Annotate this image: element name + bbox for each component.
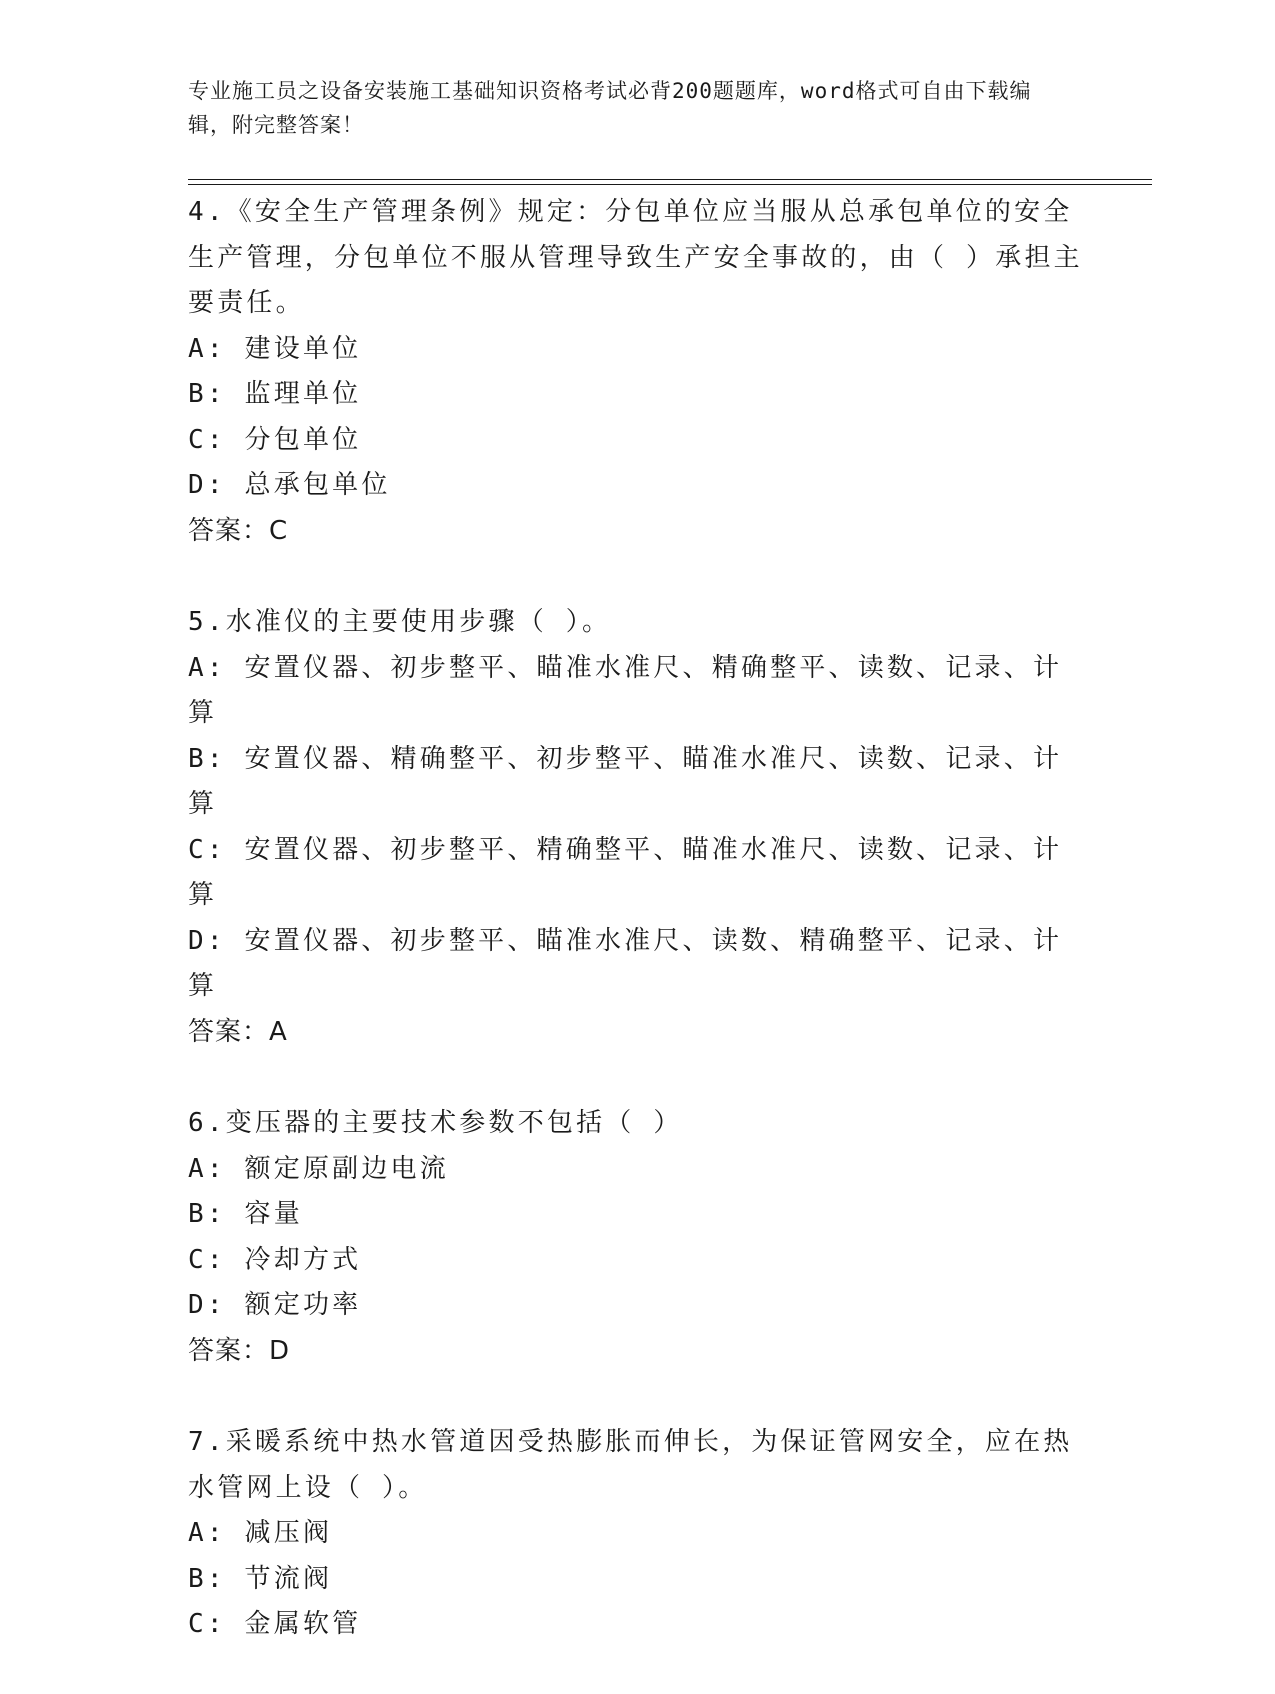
question-6 [188,1101,1088,1374]
question-list [188,190,1088,1694]
question-5 [188,600,1088,1055]
option-d: D: 安置仪器、初步整平、瞄准水准尺、读数、精确整平、记录、计算 [188,925,1063,1001]
option-a: A: 安置仪器、初步整平、瞄准水准尺、精确整平、读数、记录、计算 [188,652,1063,728]
option-d: D: 额定功率 [188,1290,362,1320]
option-b: B: 监理单位 [188,379,362,409]
option-c: C: 金属软管 [188,1609,362,1639]
option-c: C: 冷却方式 [188,1244,362,1275]
header-divider-top [188,179,1152,180]
option-d: D: 总承包单位 [188,470,391,500]
question-text: 4.《安全生产管理条例》规定：分包单位应当服从总承包单位的安全生产管理，分包单位不服从管理导致生产安全事故的，由（ ）承担主要责任。 [188,197,1083,318]
answer: 答案：D [188,1335,291,1366]
question-4 [188,190,1088,554]
option-a: A: 额定原副边电流 [188,1153,449,1184]
question-text: 5.水准仪的主要使用步骤（ ）。 [188,607,612,637]
document-header: 专业施工员之设备安装施工基础知识资格考试必背200题题库，word格式可自由下载编辑，附完整答案！ [188,79,1032,137]
option-b: B: 安置仪器、精确整平、初步整平、瞄准水准尺、读数、记录、计算 [188,743,1063,819]
answer: 答案：A [188,1016,288,1047]
question-7 [188,1420,1088,1648]
option-b: B: 容量 [188,1199,303,1229]
option-c: C: 安置仪器、初步整平、精确整平、瞄准水准尺、读数、记录、计算 [188,834,1063,910]
question-text: 7.采暖系统中热水管道因受热膨胀而伸长，为保证管网安全，应在热水管网上设（ ）。 [188,1427,1073,1503]
option-a: A: 建设单位 [188,333,362,364]
option-b: B: 节流阀 [188,1563,333,1594]
answer: 答案：C [188,515,289,546]
option-a: A: 减压阀 [188,1518,333,1548]
question-text: 6.变压器的主要技术参数不包括（ ） [188,1108,683,1138]
option-c: C: 分包单位 [188,424,362,455]
header-divider-bottom [188,184,1152,185]
